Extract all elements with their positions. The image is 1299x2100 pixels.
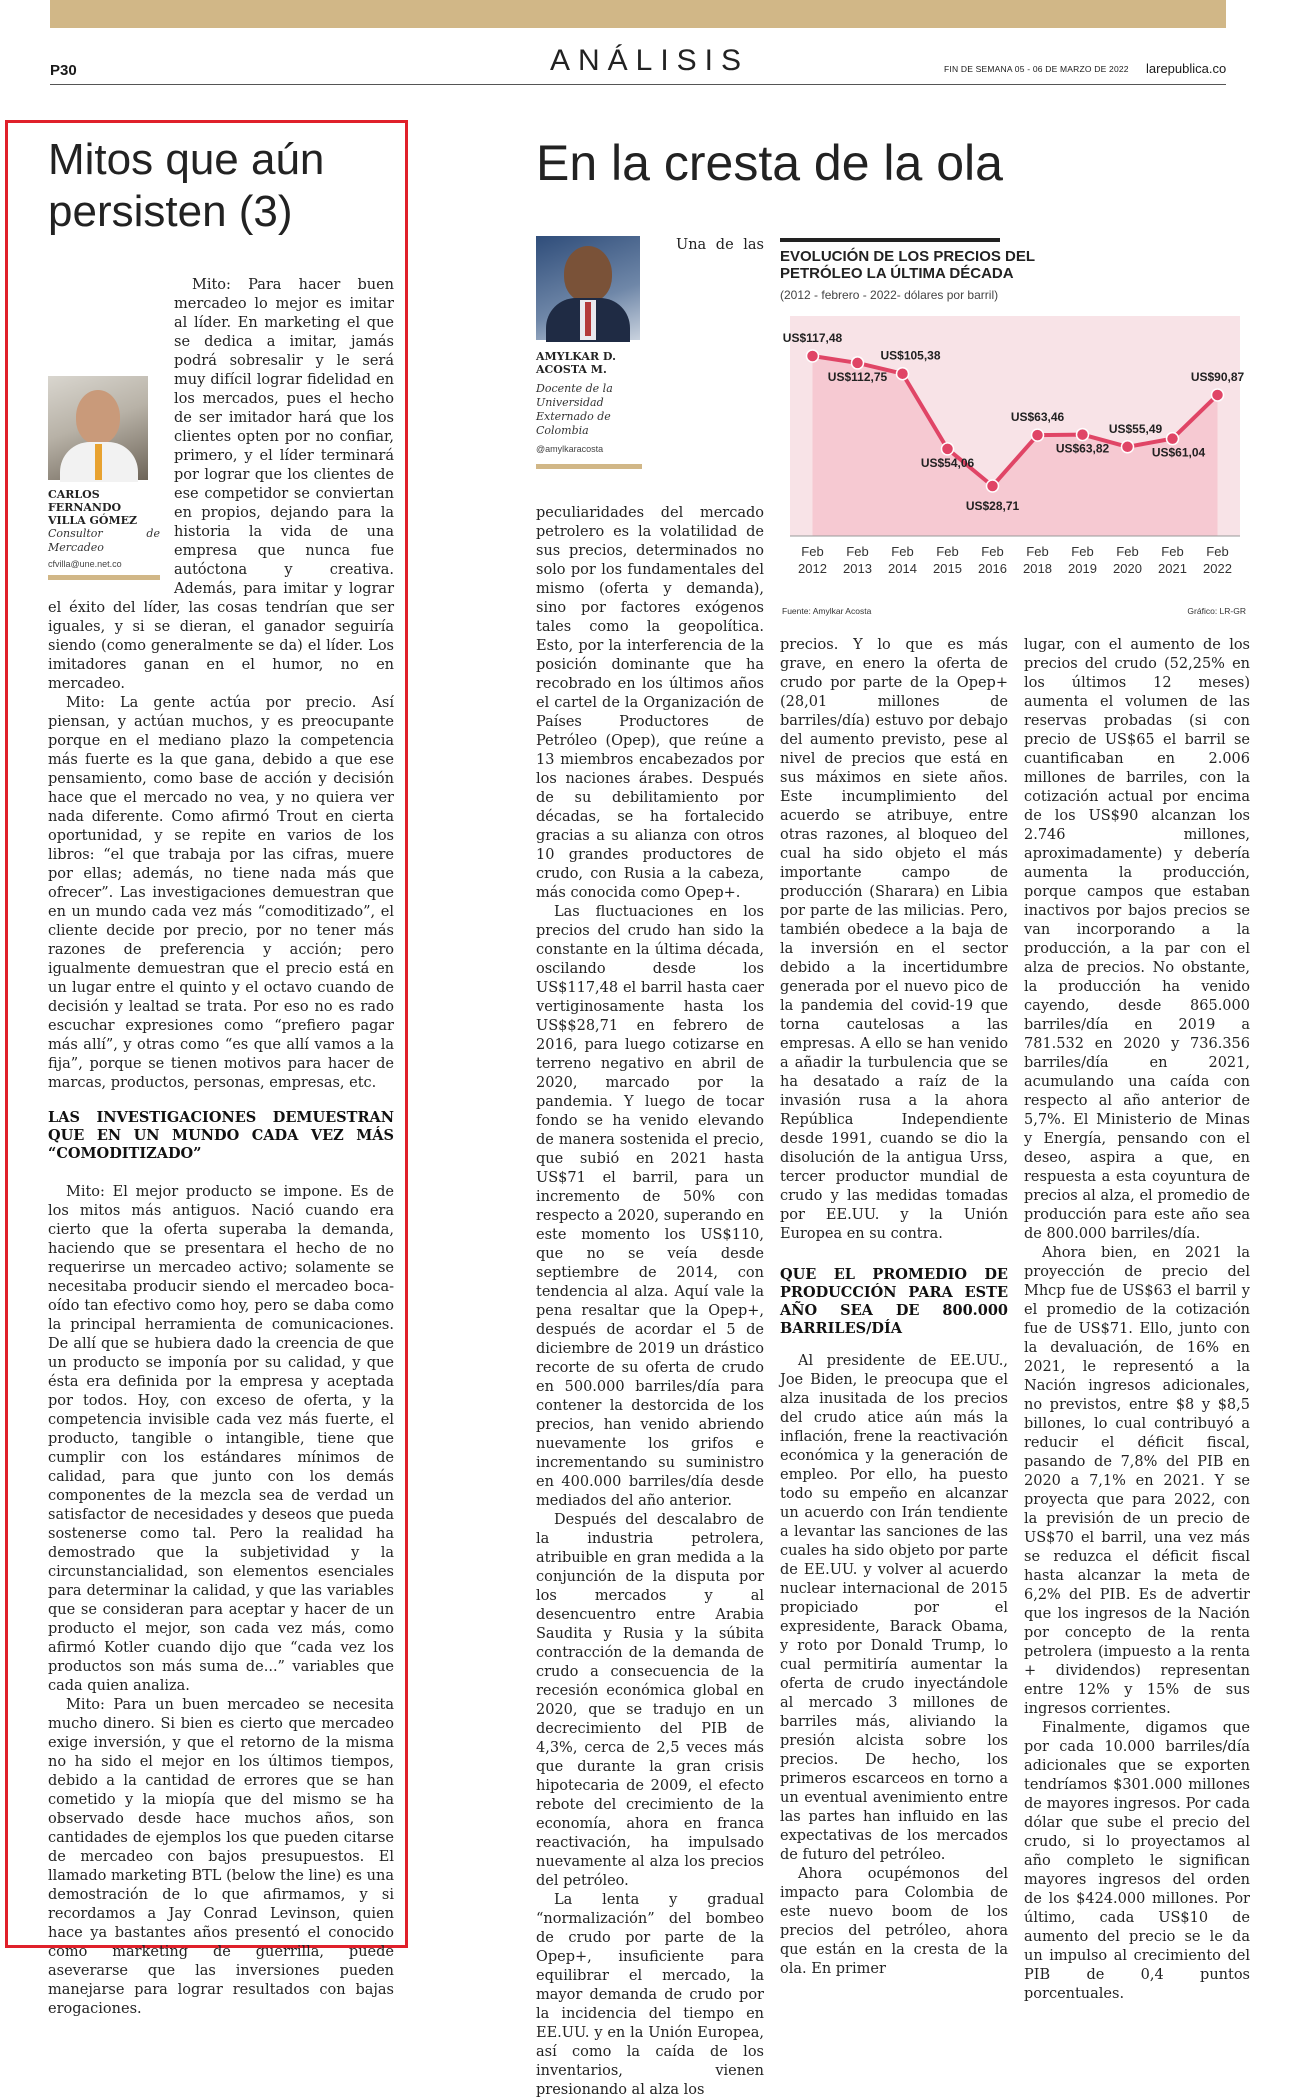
chart-source: Fuente: Amylkar Acosta <box>782 606 872 616</box>
chart-data-label: US$117,48 <box>782 331 843 345</box>
author-name-right: AMYLKAR D. ACOSTA M. <box>536 350 616 376</box>
chart-credit: Gráfico: LR-GR <box>1187 606 1246 616</box>
chart-data-label: US$61,04 <box>1151 445 1206 460</box>
chart-tick-label: 2020 <box>1113 561 1142 576</box>
section-title: ANÁLISIS <box>549 44 750 77</box>
chart-data-label: US$28,71 <box>965 499 1020 513</box>
chart-data-point <box>897 368 909 380</box>
page-number: P30 <box>50 62 77 79</box>
float-spacer <box>536 236 658 504</box>
chart-tick-label: Feb <box>1161 544 1184 559</box>
chart-data-label: US$63,46 <box>1010 410 1065 425</box>
author-box <box>48 376 160 580</box>
left-subhead: LAS INVESTIGACIONES DEMUESTRAN QUE EN UN MUNDO CADA VEZ MÁS “COMODITIZADO” <box>48 1109 394 1162</box>
chart-data-point <box>1077 429 1089 441</box>
chart-data-label: US$54,06 <box>920 455 975 470</box>
chart-data-point <box>987 480 999 492</box>
right-paragraph: Ahora bien, en 2021 la proyección de precio del Mhcp fue de US$63 el barril y el promedio de la cotización fue de US$71. Ello, junto con la devaluación, de 16% en 2021, le representó a la Nación ingresos adicionales, no previstos, entre $8 y $8,5 billones, lo cual contribuyó a reducir el déficit fiscal, pasando de 7,8% del PIB en 2020 a 7,1% en 2021. Y se proyecta que para 2022, con la previsión de un precio de US$70 el barril, una vez más se reduzca el déficit fiscal hasta alcanzar la meta de 6,2% del PIB. Es de advertir que los ingresos de la Nación por concepto de la renta petrolera (impuesto a la renta + dividendos) representan entre 12% y 15% de sus ingresos corrientes. <box>1024 1245 1250 1717</box>
chart-tick-label: 2015 <box>933 561 962 576</box>
right-col-1 <box>536 236 764 2098</box>
chart-data-point <box>1032 429 1044 441</box>
chart-data-label: US$63,82 <box>1055 441 1110 456</box>
right-paragraph: precios. Y lo que es más grave, en enero la oferta de crudo por parte de la Opep+ (28,01 millones de barriles/día) estuvo por debajo del aumento previsto, pese al nivel de precios que está en sus máximos en siete años. Este incumplimiento del acuerdo se atribuye, entre otras razones, al bloqueo del cual ha sido objeto el más importante campo de producción (Sharara) en Libia por parte de las milicias. Pero, también obedece a la baja de la inversión en el sector debido a la incertidumbre generada por el nuevo pico de la pandemia del covid-19 que torna cautelosas a las empresas. A ello se han venido a añadir la turbulencia que se ha desatado a raíz de la invasión rusa a la ahora República Independiente desde 1991, cuando se dio la disolución de la antigua Urss, tercer productor mundial de crudo y las medidas tomadas por EE.UU. y la Unión Europea en su contra. <box>780 637 1008 1242</box>
chart-data-point <box>1122 441 1134 453</box>
right-paragraph: Ahora ocupémonos del impacto para Colombia de este nuevo boom de los precios del petróleo, ahora que están en la cresta de la ola. En primer <box>780 1866 1008 1977</box>
chart-tick-label: Feb <box>936 544 959 559</box>
chart-tick-label: Feb <box>846 544 869 559</box>
chart-tick-label: Feb <box>1206 544 1229 559</box>
right-paragraph: Después del descalabro de la industria petrolera, atribuible en gran medida a la conjunción de la disputa por los mercados y al desencuentro entre Arabia Saudita y Rusia y la súbita contracción de la demanda de crudo a consecuencia de la recesión económica global en 2020, que se tradujo en un decrecimiento del PIB de 4,3%, cerca de 2,5 veces más que durante la gran crisis hipotecaria de 2009, el efecto rebote del crecimiento de la economía, ahora en franca reactivación, ha impulsado nuevamente al alza los precios del petróleo. <box>536 1512 764 1889</box>
chart-tick-label: Feb <box>1071 544 1094 559</box>
chart-data-label: US$112,75 <box>827 369 888 384</box>
author-role-right: Docente de la Universidad Externado de Colombia <box>536 382 613 437</box>
author-photo <box>48 376 148 480</box>
left-article-body <box>48 276 394 2017</box>
chart-tick-label: 2014 <box>888 561 917 576</box>
chart-tick-label: Feb <box>981 544 1004 559</box>
chart-tick-label: 2016 <box>978 561 1007 576</box>
author-handle[interactable]: @amylkaracosta <box>536 444 604 454</box>
right-paragraph: La lenta y gradual “normalización” del bombeo de crudo por parte de la Opep+, insuficiente para equilibrar el mercado, la mayor demanda de crudo por la incidencia del tiempo en EE.UU. y en la Unión Europea, así como la caída de los inventarios, vienen presionando al alza los <box>536 1892 764 2098</box>
author-role: Consultor de Mercadeo <box>48 527 160 554</box>
chart-top-rule <box>780 238 1000 242</box>
right-paragraph: Las fluctuaciones en los precios del crudo han sido la constante en la última década, oscilando desde los US$117,48 el barril hasta caer vertiginosamente hasta los US$$28,71 en febrero de 2016, para luego cotizarse en terreno negativo en abril de 2020, marcado por la pandemia. Y luego de tocar fondo se ha venido elevando de manera sostenida el precio, que subió en 2021 hasta US$71 el barril, para un incremento de 50% con respecto a 2020, superando en este momento los US$110, que no se veía desde septiembre de 2014, con tendencia al alza. Aquí vale la pena resaltar que la Opep+, después de acordar el 5 de diciembre de 2019 un drástico recorte de su oferta de crudo en 500.000 barriles/día para contener la destorcida de los precios, han venido abriendo nuevamente los grifos e incrementando su suministro en 400.000 barriles/día desde mediados del año anterior. <box>536 904 764 1509</box>
chart-tick-label: 2019 <box>1068 561 1097 576</box>
author-name: CARLOS FERNANDO VILLA GÓMEZ <box>48 488 138 527</box>
right-col-2 <box>780 636 1008 1977</box>
right-paragraph: Al presidente de EE.UU., Joe Biden, le preocupa que el alza inusitada de los precios del crudo atice aún más la inflación, frene la reactivación económica y la generación de empleo. Por ello, ha puesto todo su empeño en alcanzar un acuerdo con Irán tendiente a levantar las sanciones de las cuales ha sido objeto por parte de EE.UU. y volver al acuerdo nuclear internacional de 2015 propiciado por el expresidente, Barack Obama, y roto por Donald Trump, lo cual permitiría aumentar la oferta de crudo inyectándole al mercado 3 millones de barriles más, aliviando la presión alcista sobre los precios. De hecho, los primeros escarceos en torno a un eventual avenimiento entre las partes han influido en las expectativas de los mercados de futuro del petróleo. <box>780 1353 1008 1863</box>
left-article-title: Mitos que aún persisten (3) <box>48 135 325 236</box>
chart-data-point <box>852 357 864 369</box>
chart-title: EVOLUCIÓN DE LOS PRECIOS DEL PETRÓLEO LA ÚLTIMA DÉCADA <box>780 248 1035 282</box>
chart-data-point <box>1212 389 1224 401</box>
chart-tick-label: 2022 <box>1203 561 1232 576</box>
header-rule <box>50 84 1226 85</box>
left-paragraph: Mito: Para un buen mercadeo se necesita mucho dinero. Si bien es cierto que mercadeo exige inversión, y que el retorno de la misma no ha sido el mejor en los últimos tiempos, debido a la cantidad de errores que se han cometido y la miopía que del mismo se ha observado desde hace muchos años, son cantidades de ejemplos los que pueden citarse de mercadeo con bajos presupuestos. El llamado marketing BTL (below the line) es una demostración de lo que afirmamos, y si recordamos a Jay Conrad Levinson, quien hace ya bastantes años presentó el conocido como marketing de guerrilla, puede aseverarse que las inversiones pueden manejarse para lograr resultados con bajas erogaciones. <box>48 1697 394 2017</box>
chart-tick-label: Feb <box>891 544 914 559</box>
dateline: FIN DE SEMANA 05 - 06 DE MARZO DE 2022 <box>944 64 1129 74</box>
site-link[interactable]: larepublica.co <box>1146 61 1227 76</box>
top-color-band <box>50 0 1226 28</box>
left-paragraph: Mito: La gente actúa por precio. Así piensan, y actúan muchos, y es preocupante porque en el mediano plazo la competencia más fuerte es la que gana, debido a que ese pensamiento, como base de acción y decisión hace que el mercado no vea, y no quiera ver nada diferente. Como afirmó Trout en cierta oportunidad, y se repite en varios de los libros: “el que trabaja por las cifras, muere por ellas; además, no tiene nada más que ofrecer”. Las investigaciones demuestran que en un mundo cada vez más “comoditizado”, el cliente decide por precio, por no tener más razones de preferencia y acción; pero igualmente demuestran que el precio está en un lugar entre el quinto y el octavo cuando de decisión y lealtad se trata. Por eso no es rado escuchar expresiones como “prefiero pagar más allí”, y otras como “es que allí vamos a la fija”, porque se tienen motivos para hacer de marcas, productos, personas, empresas, etc. <box>48 695 394 1091</box>
left-paragraph: Mito: Para hacer buen mercadeo lo mejor es imitar al líder. En marketing el que se dedica a imitar, jamás podrá sobresalir y le será muy difícil lograr fidelidad en los mercados, pues el hecho de ser imitador hará que los clientes opten por no confiar, primero, y el líder terminará por lograr que los clientes de ese competidor se conviertan en propios, dejando para la historia la vida de una empresa que nunca fue autóctona y creativa. Además, para imitar y lograr el éxito del líder, las cosas tendrían que ser iguales, y si se dieran, el ganador seguiría siendo (como generalmente se da) el líder. Los imitadores ganan en el humor, no en mercadeo. <box>48 277 394 692</box>
right-paragraph: Una de las peculiaridades del mercado petrolero es la volatilidad de sus precios, determinados no solo por los fundamentales del mismo (oferta y demanda), sino por factores exógenos tales como la geopolítica. Esto, por la interferencia de la posición dominante que ha recobrado en los últimos años el cartel de la Organización de Países Productores de Petróleo (Opep), que reúne a 13 miembros encabezados por los naciones árabes. Después de su debilitamiento por décadas, se ha fortalecido gracias a su alianza con otros 10 grandes productores de crudo, con Rusia a la cabeza, más conocida como Opep+. <box>536 237 764 901</box>
chart-tick-label: 2012 <box>798 561 827 576</box>
chart-tick-label: 2021 <box>1158 561 1187 576</box>
chart-subtitle: (2012 - febrero - 2022- dólares por barril) <box>780 288 999 302</box>
chart-data-point <box>807 350 819 362</box>
chart-data-point <box>1167 433 1179 445</box>
chart-data-label: US$105,38 <box>880 348 941 363</box>
right-paragraph: Finalmente, digamos que por cada 10.000 barriles/día adicionales que se exporten tendríamos $301.000 millones de mayores ingresos. Por cada dólar que sube el precio del crudo, si lo proyectamos al año completo le significan mayores ingresos del orden de los $424.000 millones. Por último, cada US$10 de aumento del precio se le da un impulso al crecimiento del PIB de 0,4 puntos porcentuales. <box>1024 1720 1250 2002</box>
oil-price-chart <box>780 238 1250 624</box>
chart-data-label: US$55,49 <box>1108 421 1163 436</box>
left-paragraph: Mito: El mejor producto se impone. Es de los mitos más antiguos. Nació cuando era cierto que la oferta superaba la demanda, haciendo que se presentara el hecho de no requerirse un mercadeo activo; solamente se necesitaba producir siendo el mercadeo boca-oído tan efectivo como hoy, pero se daba como la principal herramienta de comunicaciones. De allí que se hubiera dado la creencia de que un producto se imponía por su calidad, y que ésta era definida por la empresa y aceptada por todos. Hoy, con exceso de oferta, y la competencia invisible cada vez más fuerte, el producto, tangible o intangible, tiene que cumplir con los estándares mínimos de calidad, para que junto con los demás componentes de la mezcla sea de verdad un satisfactor de necesidades y deseos que pueda sostenerse como tal. Pero la realidad ha demostrado que la subjetividad y la circunstancialidad, son elementos esenciales para determinar la calidad, y que las variables que se consideran para aceptar y hacer de un producto el mejor, son cada vez más, como afirmó Kotler cuando dijo que “cada vez los productos son más suma de...” variables que cada quien analiza. <box>48 1184 394 1694</box>
right-col-3 <box>1024 636 1250 2002</box>
chart-tick-label: Feb <box>1026 544 1049 559</box>
right-paragraph: lugar, con el aumento de los precios del crudo (52,25% en los últimos 12 meses) aumenta el volumen de las reservas probadas (si con precio de US$65 el barril se cuantificaban en 2.006 millones de barriles, con la cotización actual por encima de los US$90 alcanzan los 2.746 millones, aproximadamente) y debería aumenta la producción, porque campos que estaban inactivos por bajos precios se van incorporando a la producción, a la par con el alza de precios. No obstante, la producción ha venido cayendo, desde 865.000 barriles/día en 2019 a 781.532 en 2020 y 736.356 barriles/día en 2021, acumulando una caída con respecto al año anterior de 5,7%. El Ministerio de Minas y Energía, pensando con el deseo, aspira a que, en respuesta a esta coyuntura de precios al alza, el promedio de producción para este año sea de 800.000 barriles/día. <box>1024 637 1250 1242</box>
chart-tick-label: Feb <box>1116 544 1139 559</box>
chart-data-label: US$90,87 <box>1190 369 1245 384</box>
chart-tick-label: 2018 <box>1023 561 1052 576</box>
chart-plot <box>780 316 1250 606</box>
chart-tick-label: 2013 <box>843 561 872 576</box>
right-article-title: En la cresta de la ola <box>536 135 1003 191</box>
author-email[interactable]: cfvilla@une.net.co <box>48 559 122 569</box>
author-rule <box>48 575 160 580</box>
right-subhead: QUE EL PROMEDIO DE PRODUCCIÓN PARA ESTE AÑO SEA DE 800.000 BARRILES/DÍA <box>780 1266 1008 1337</box>
chart-tick-label: Feb <box>801 544 824 559</box>
chart-data-point <box>942 443 954 455</box>
